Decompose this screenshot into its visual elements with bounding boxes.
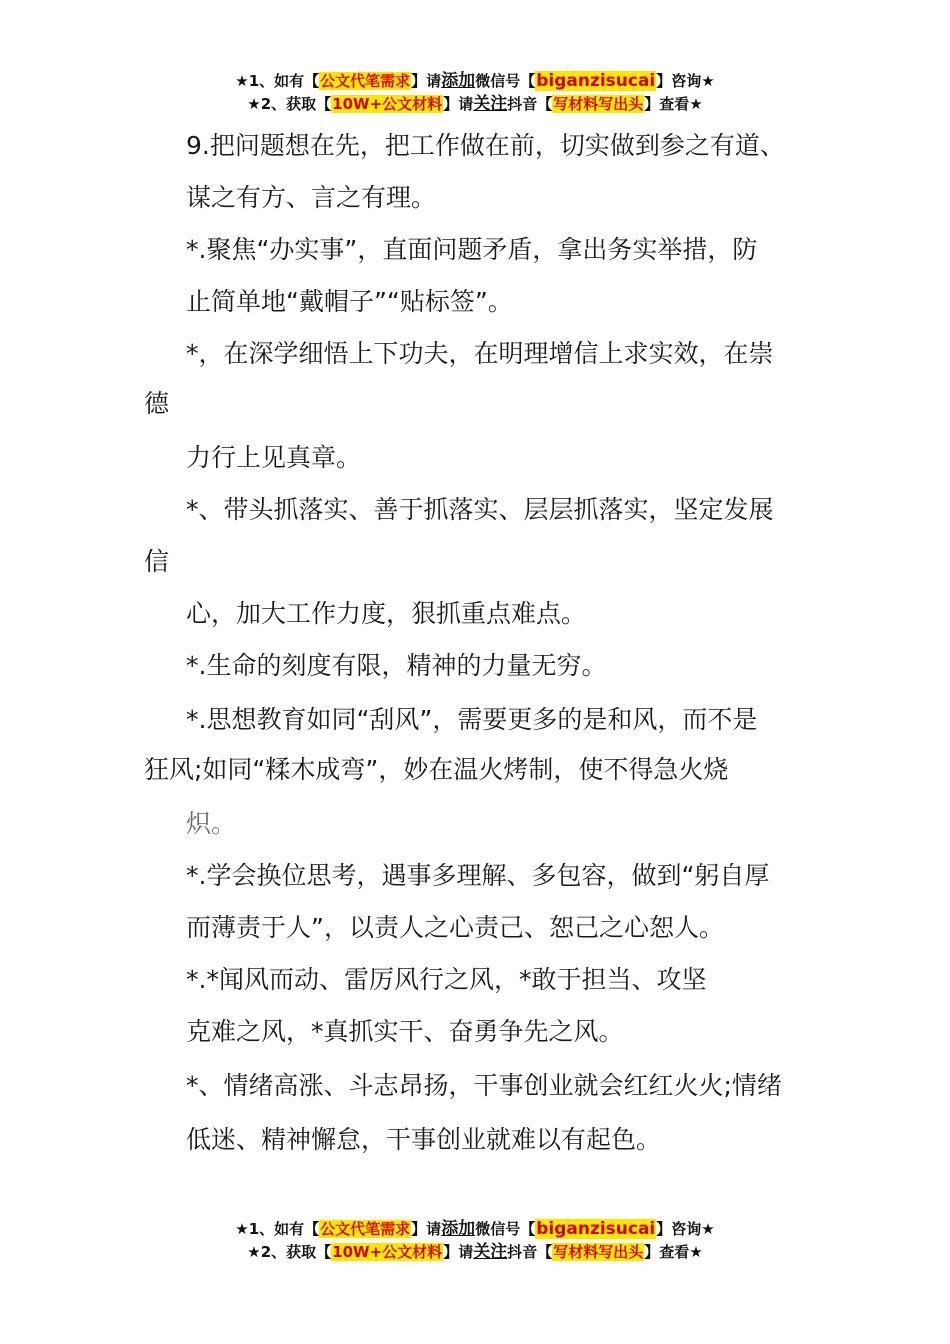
banner-text: ★1、如有【 xyxy=(235,72,320,90)
banner-emphasis: 添加 xyxy=(441,71,476,91)
banner-highlight: 公文代笔需求 xyxy=(320,1220,411,1238)
douyin-id-highlight: 写材料写出头 xyxy=(553,1243,644,1261)
text-line: 低迷、精神懈怠，干事创业就难以有起色。 xyxy=(186,1125,662,1154)
banner-text: 】查看★ xyxy=(644,1243,703,1261)
text-line: 信 xyxy=(144,547,170,576)
text-line: 力行上见真章。 xyxy=(186,443,362,472)
banner-text: ★2、获取【 xyxy=(247,95,332,113)
wechat-id-highlight: biganzisucai xyxy=(536,1219,656,1239)
text-line: 狂风;如同“糅木成弯”，妙在温火烤制，使不得急火烧 xyxy=(144,755,729,784)
banner-highlight: 10W+公文材料 xyxy=(332,95,443,113)
text-line: 德 xyxy=(144,389,170,418)
text-line: 心，加大工作力度，狠抓重点难点。 xyxy=(186,599,587,628)
banner-text: 】查看★ xyxy=(644,95,703,113)
banner-text: 】咨询★ xyxy=(656,1220,715,1238)
banner-line-2 xyxy=(0,93,950,116)
header-banner xyxy=(0,70,950,116)
text-line: 炽。 xyxy=(186,809,237,838)
text-line: 谋之有方、言之有理。 xyxy=(186,183,437,212)
banner-text: 】请 xyxy=(411,1220,442,1238)
banner-text: ★1、如有【 xyxy=(235,1220,320,1238)
banner-line-1 xyxy=(0,70,950,93)
wechat-id-highlight: biganzisucai xyxy=(536,71,656,91)
banner-text: 】请 xyxy=(443,1243,474,1261)
banner-emphasis: 关注 xyxy=(473,94,508,114)
text-line: *、情绪高涨、斗志昂扬，干事创业就会红红火火;情绪 xyxy=(186,1071,782,1100)
banner-line-1 xyxy=(0,1218,950,1241)
banner-text: 】咨询★ xyxy=(656,72,715,90)
text-line: 9.把问题想在先，把工作做在前，切实做到参之有道、 xyxy=(186,131,785,160)
banner-highlight: 10W+公文材料 xyxy=(332,1243,443,1261)
banner-text: 抖音【 xyxy=(507,95,553,113)
banner-text: 】请 xyxy=(411,72,442,90)
banner-text: 微信号【 xyxy=(475,72,536,90)
text-line: 而薄责于人”，以责人之心责己、恕己之心恕人。 xyxy=(186,913,724,942)
text-line: *.思想教育如同“刮风”，需要更多的是和风，而不是 xyxy=(186,705,758,734)
text-line: 止简单地“戴帽子”“贴标签”。 xyxy=(186,287,513,316)
text-line: *.生命的刻度有限，精神的力量无穷。 xyxy=(186,651,607,680)
banner-highlight: 公文代笔需求 xyxy=(320,72,411,90)
banner-text: 】请 xyxy=(443,95,474,113)
banner-text: 抖音【 xyxy=(507,1243,553,1261)
text-line: *.学会换位思考，遇事多理解、多包容，做到“躬自厚 xyxy=(186,861,770,890)
banner-text: 微信号【 xyxy=(475,1220,536,1238)
text-line: *、带头抓落实、善于抓落实、层层抓落实，坚定发展 xyxy=(186,495,774,524)
douyin-id-highlight: 写材料写出头 xyxy=(553,95,644,113)
text-line: 克难之风，*真抓实干、奋勇争先之风。 xyxy=(186,1017,624,1046)
banner-emphasis: 关注 xyxy=(473,1242,508,1262)
banner-line-2 xyxy=(0,1241,950,1264)
text-line: *.*闻风而动、雷厉风行之风，*敢于担当、攻坚 xyxy=(186,965,707,994)
banner-text: ★2、获取【 xyxy=(247,1243,332,1261)
banner-emphasis: 添加 xyxy=(441,1219,476,1239)
footer-banner xyxy=(0,1218,950,1264)
text-line: *.聚焦“办实事”，直面问题矛盾，拿出务实举措，防 xyxy=(186,235,758,264)
text-line: *，在深学细悟上下功夫，在明理增信上求实效，在崇 xyxy=(186,339,774,368)
